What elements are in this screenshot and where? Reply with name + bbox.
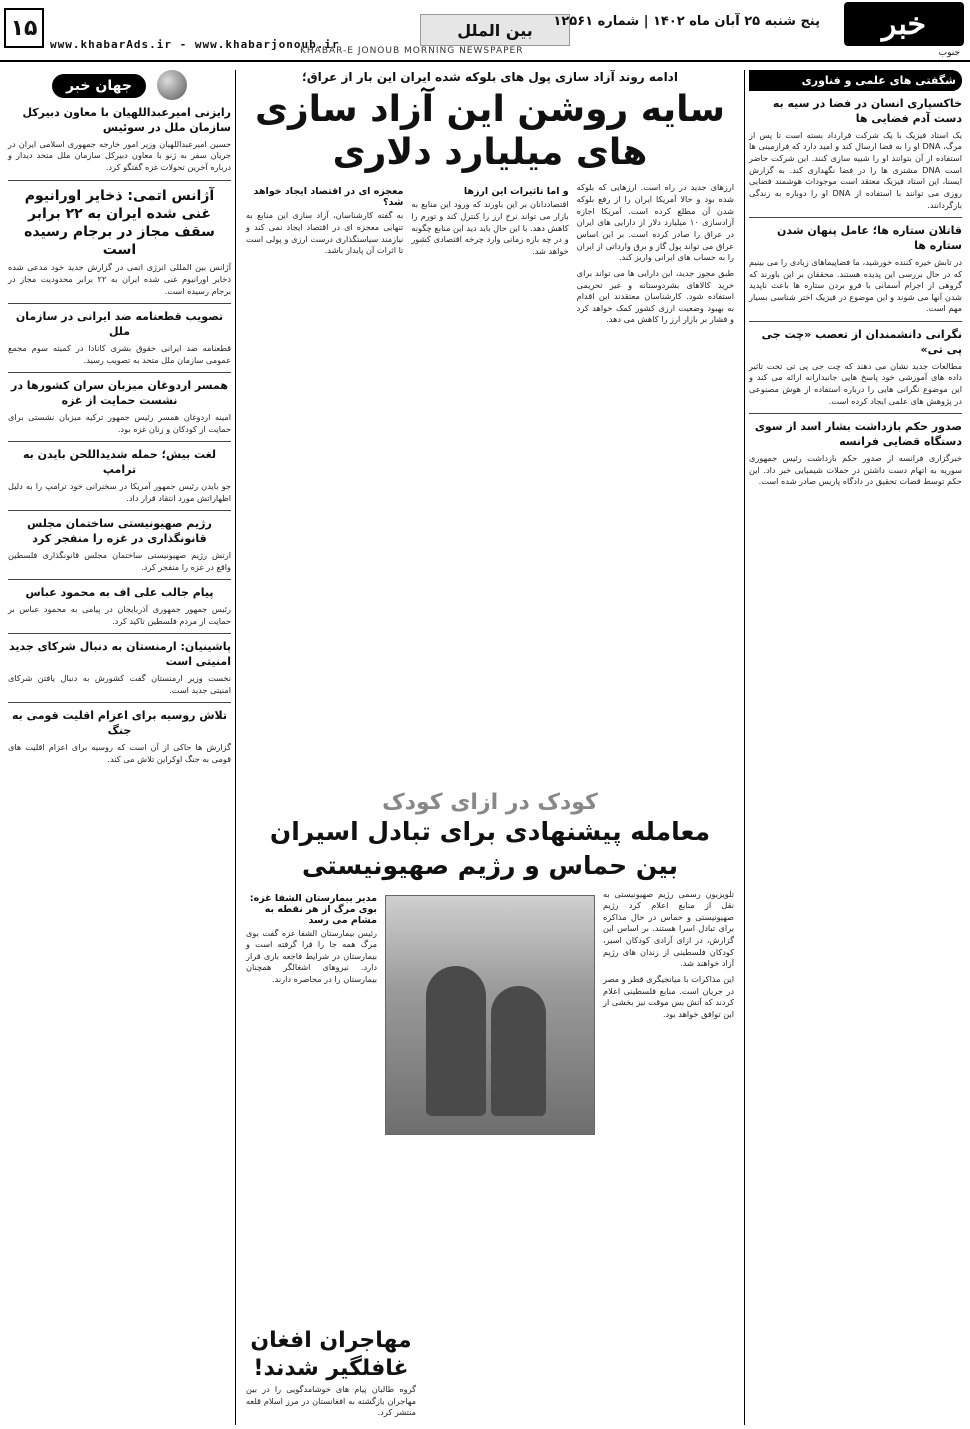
divider xyxy=(8,633,231,634)
divider xyxy=(749,413,962,414)
news-title: همسر اردوغان میزبان سران کشورها در نشست حمایت از غزه xyxy=(11,379,228,408)
news-title: رایزنی امیرعبداللهیان با معاون دبیرکل سازمان ملل در سوئیس xyxy=(22,106,231,134)
story-headline: معامله پیشنهادی برای تبادل اسیران بین حماس و رژیم صهیونیستی xyxy=(269,817,711,880)
article-body: خبرگزاری فرانسه از صدور حکم بازداشت رئیس جمهوری سوریه به اتهام دست داشتن در حملات شیمیایی خبر داد. این حکم توسط قضات تحقیق در دادگاه پاریس صادر شده است. xyxy=(749,453,962,487)
world-news-header xyxy=(8,70,231,100)
divider xyxy=(749,217,962,218)
article-body: طبق مجوز جدید، این دارایی ها می تواند برای خرید کالاهای بشردوستانه و غیر تحریمی استفاده شود. کارشناسان معتقدند این اقدام به بهبود وضعیت ارزی کشور کمک خواهد کرد و فشار بر بازار ارز را کاهش می دهد. xyxy=(576,267,734,325)
globe-icon xyxy=(157,70,187,100)
afghan-headline: مهاجران افغان غافلگیر شدند! xyxy=(250,1327,412,1382)
issue-date: پنج شنبه ۲۵ آبان ماه ۱۴۰۲ | شماره ۱۲۵۶۱ xyxy=(553,14,820,29)
divider xyxy=(8,702,231,703)
story-columns xyxy=(246,889,734,1141)
main-kicker: ادامه روند آزاد سازی پول های بلوکه شده ایران این بار از عراق؛ xyxy=(302,70,678,84)
article-title: نگرانی دانشمندان از تعصب «چت جی پی تی» xyxy=(761,328,962,356)
news-body: ارتش رژیم صهیونیستی ساختمان مجلس قانونگذاری فلسطین واقع در غزه را منفجر کرد. xyxy=(8,549,231,572)
article-title: صدور حکم بازداشت بشار اسد از سوی دستگاه قضایی فرانسه xyxy=(754,420,962,449)
article-body: ارزهای جدید در راه است. ارزهایی که بلوکه شده بود و حالا آمریکا ایران را از رفع بلوکه شدن آن مطلع کرده است. آمریکا اجازه آزادسازی ۱۰ میلیارد دلار از دارایی های ایران در عراق را صادر کرده است. بر این اساس عراق می تواند پول گاز و برق وارداتی از ایران را به حساب های ایرانی واریز کند. xyxy=(576,182,734,263)
article-body: یک استاد فیزیک با یک شرکت قرارداد بسته است تا پس از مرگ، DNA او را به فضا ارسال کند و امید دارد که فرازمینی ها استفاده از آن بتوانند او را شبیه سازی کنند. این شرکت حاضر است DNA مشتری ها را در فضا نگهداری کند. به گزارش ایسنا، این استاد فیزیک معتقد است موجودات هوشمند فضایی روزی می توانند با استفاده از DNA او را دوباره به زندگی بازگردانند. xyxy=(749,129,962,210)
news-body: جو بایدن رئیس جمهور آمریکا در سخنرانی خود ترامپ را به دلیل اظهاراتش مورد انتقاد قرار داد. xyxy=(8,480,231,503)
science-section-label: شگفتی های علمی و فناوری xyxy=(749,70,962,91)
subheading: معجزه ای در اقتصاد ایجاد خواهد شد؟ xyxy=(253,186,404,209)
news-body: رئیس جمهور جمهوری آذربایجان در پیامی به محمود عباس بر حمایت از مردم فلسطین تاکید کرد. xyxy=(8,604,231,626)
page-number: ۱۵ xyxy=(4,8,44,48)
news-title: رژیم صهیونیستی ساختمان مجلس قانونگذاری در غزه را منفجر کرد xyxy=(27,517,212,546)
article-body: تلویزیون رسمی رژیم صهیونیستی به نقل از منابع اعلام کرد رژیم صهیونیستی و حماس در حال مذاکره برای تبادل اسرا هستند. بر اساس این گزارش، در ازای آزادی کودکان اسیر، کودکان فلسطینی از زندان های رژیم آزاد خواهند شد. xyxy=(603,888,734,969)
news-body: امینه اردوغان همسر رئیس جمهور ترکیه میزبان نشستی برای حمایت از کودکان و زنان غزه بود. xyxy=(8,411,231,434)
paper-name-en: KHABAR-E JONOUB MORNING NEWSPAPER xyxy=(300,46,524,56)
article-body: به گفته کارشناسان، آزاد سازی این منابع به تنهایی معجزه ای در اقتصاد ایجاد نمی کند و نیازمند سیاستگذاری درست ارزی و پولی است تا اثرات آن پایدار باشد. xyxy=(246,210,404,256)
news-title: پیام جالب علی اف به محمود عباس xyxy=(25,586,214,600)
news-body: آژانس بین المللی انرژی اتمی در گزارش جدید خود مدعی شده ذخایر اورانیوم غنی شده ایران به ۲۲ برابر محدودیت مجاز در برجام رسیده است. xyxy=(8,262,231,296)
child-figure xyxy=(491,986,546,1116)
divider xyxy=(8,303,231,304)
main-story-column xyxy=(240,70,740,1425)
news-title: آژانس اتمی: ذخایر اورانیوم غنی شده ایران به ۲۲ برابر سقف مجاز در برجام رسیده است xyxy=(24,187,215,259)
science-column xyxy=(744,70,966,1425)
divider xyxy=(8,579,231,580)
section-title: بین الملل xyxy=(420,14,570,46)
news-body: حسین امیرعبداللهیان وزیر امور خارجه جمهوری اسلامی ایران در جریان سفر به ژنو با معاون دبیرکل سازمان ملل متحد دیدار و درباره آخرین تحولات غزه گفتگو کرد. xyxy=(8,138,231,172)
news-body: قطعنامه ضد ایرانی حقوق بشری کانادا در کمیته سوم مجمع عمومی سازمان ملل متحد به تصویب رسید. xyxy=(8,342,231,365)
news-title: لغت بیش؛ حمله شدیداللحن بایدن به ترامپ xyxy=(23,448,216,477)
article-body: اقتصاددانان بر این باورند که ورود این منابع به بازار می تواند نرخ ارز را کنترل کند و تورم را کاهش دهد. با این حال باید دید این منابع چگونه و در چه بازه زمانی وارد چرخه اقتصادی کشور خواهد شد. xyxy=(411,199,569,256)
story-kicker: کودک در ازای کودک xyxy=(382,790,598,815)
logo-subtitle: جنوب xyxy=(938,48,960,58)
news-title: پاشینیان: ارمنستان به دنبال شرکای جدید امنیتی است xyxy=(9,640,231,669)
subheading: مدیر بیمارستان الشفا غزه: بوی مرگ از هر نقطه به مشام می رسد xyxy=(249,892,377,926)
divider xyxy=(8,441,231,442)
subheading: و اما تاثیرات این ارزها xyxy=(463,186,569,198)
main-article-columns xyxy=(246,182,734,326)
article-body: این مذاکرات با میانجیگری قطر و مصر در جریان است. منابع فلسطینی اعلام کردند که آتش بس موقت نیز بخشی از این توافق خواهد بود. xyxy=(603,973,734,1019)
article-title: خاکسپاری انسان در فضا در سیه به دست آدم فضایی ها xyxy=(772,97,962,125)
header-urls: www.khabarAds.ir - www.khabarjonoub.ir xyxy=(50,38,340,51)
divider xyxy=(8,372,231,373)
world-news-column xyxy=(4,70,236,1425)
article-body: گروه طالبان پیام های خوشامدگویی را در بین مهاجران بازگشته به افغانستان در مرز اسلام قلعه منتشر کرد. xyxy=(246,1384,416,1418)
page-header xyxy=(0,0,970,62)
divider xyxy=(749,321,962,322)
world-news-tag: جهان خبر xyxy=(52,74,146,98)
gaza-story xyxy=(246,790,734,1141)
newspaper-logo: خبر xyxy=(844,2,964,46)
article-title: قاتلان ستاره ها؛ عامل پنهان شدن ستاره ها xyxy=(776,224,962,253)
news-body: گزارش ها حاکی از آن است که روسیه برای اعزام اقلیت های قومی به جنگ اوکراین تلاش می کند. xyxy=(8,741,231,764)
news-title: تلاش روسیه برای اعزام اقلیت قومی به جنگ xyxy=(11,709,227,738)
afghan-story xyxy=(246,1327,416,1419)
news-title: تصویب قطعنامه ضد ایرانی در سازمان ملل xyxy=(15,310,224,339)
article-body: مطالعات جدید نشان می دهند که چت جی پی تی تحت تاثیر داده های آموزشی خود پاسخ هایی جانبدارانه ارائه می کند و این موضوع نگرانی هایی را درباره استفاده از هوش مصنوعی در پژوهش های علمی ایجاد کرده است. xyxy=(749,360,962,406)
child-figure xyxy=(426,966,486,1116)
article-body: در تابش خیره کننده خورشید، ما فضاپیماهای زیادی را می بینیم که در حال بررسی این پدیده هستند. محققان بر این باورند که گروهی از اجرام آسمانی با فرو بردن ستاره ها باعث ناپدید شدن آنها می شوند و این موضوع در فیزیک اختر شناسی بسیار مهم است. xyxy=(749,256,962,314)
children-photo xyxy=(385,895,595,1135)
news-body: نخست وزیر ارمنستان گفت کشورش به دنبال یافتن شرکای امنیتی جدید است. xyxy=(8,672,231,695)
main-headline: سایه روشن این آزاد سازی های میلیارد دلاری xyxy=(254,89,726,174)
divider xyxy=(8,510,231,511)
divider xyxy=(8,180,231,181)
article-body: رئیس بیمارستان الشفا غزه گفت بوی مرگ همه جا را فرا گرفته است و بیمارستان در شرایط فاجعه باری قرار دارد. نیروهای اشغالگر همچنان بیمارستان را در محاصره دارند. xyxy=(246,927,377,985)
